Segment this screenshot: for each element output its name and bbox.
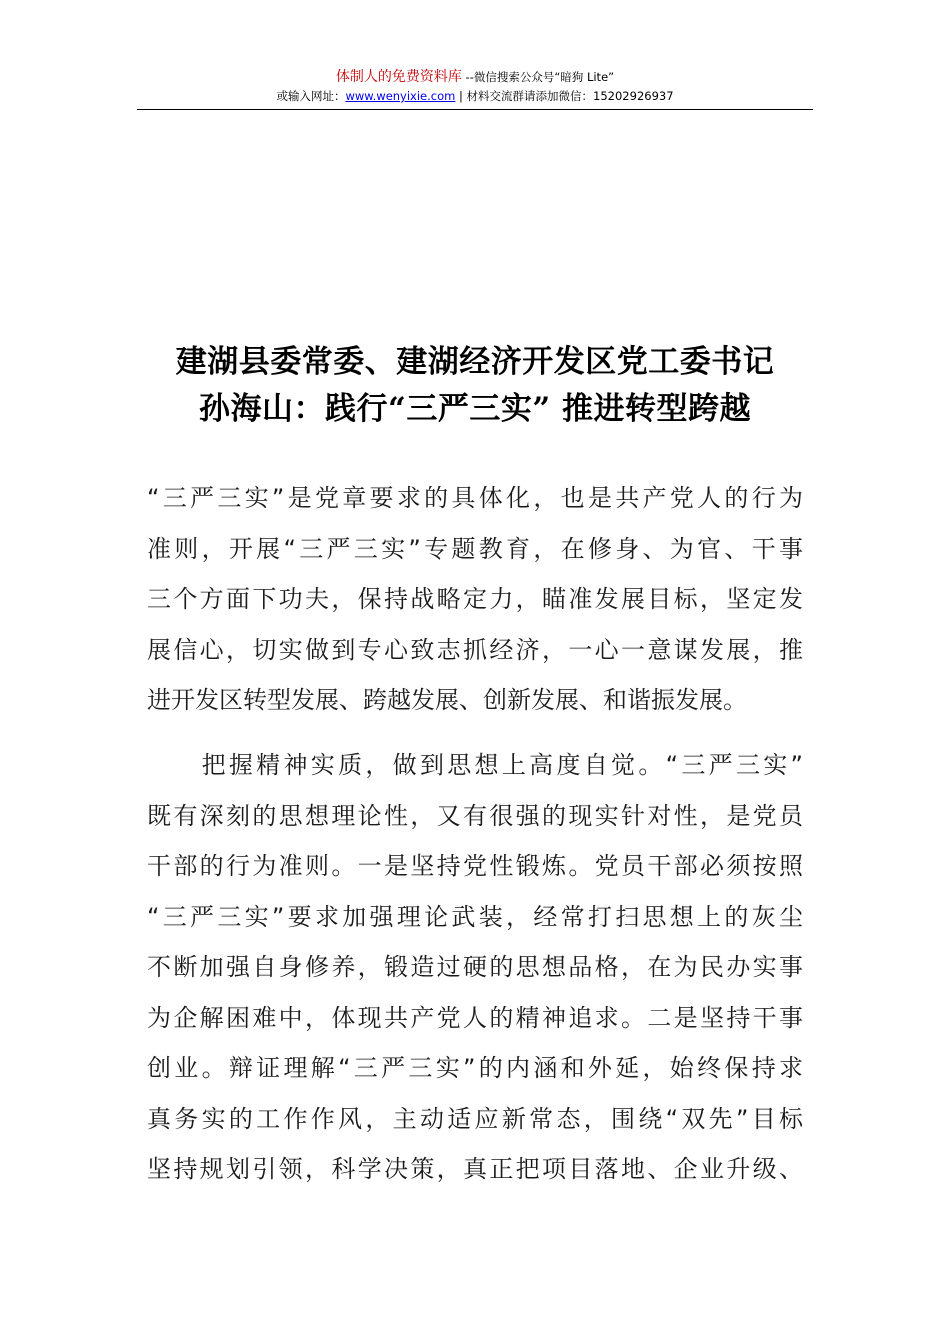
paragraph-line: 不断加强自身修养，锻造过硬的思想品格，在为民办实事: [147, 953, 803, 981]
paragraph-intro: [147, 473, 803, 726]
paragraph-line: “三严三实”是党章要求的具体化，也是共产党人的行为: [147, 484, 803, 512]
paragraph-line: 为企解困难中，体现共产党人的精神追求。二是坚持干事: [147, 1003, 803, 1032]
header-banner: [137, 68, 813, 87]
header-contact-line: [137, 87, 813, 106]
paragraph-line: 进开发区转型发展、跨越发展、创新发展、和谐振发展。: [147, 686, 747, 714]
title-line-1: 建湖县委常委、建湖经济开发区党工委书记: [175, 343, 775, 380]
paragraph-line: 三个方面下功夫，保持战略定力，瞄准发展目标，坚定发: [147, 585, 803, 613]
paragraph-line: 干部的行为准则。一是坚持党性锻炼。党员干部必须按照: [147, 852, 803, 880]
paragraph-line: 准则，开展“三严三实”专题教育，在修身、为官、干事: [147, 534, 803, 563]
paragraph-line: 真务实的工作作风，主动适应新常态，围绕“双先”目标: [147, 1104, 803, 1133]
header-divider: [137, 109, 813, 110]
page-header: [137, 68, 813, 106]
document-title: [100, 339, 850, 433]
title-line-2: 孙海山：践行“三严三实” 推进转型跨越: [199, 390, 751, 427]
paragraph-body: [147, 740, 803, 1195]
header-url-prefix: 或输入网址：: [276, 89, 346, 103]
header-wechat-hint: --微信搜索公众号“暗狗 Lite”: [461, 70, 615, 84]
header-website-link[interactable]: www.wenyixie.com: [345, 89, 456, 103]
paragraph-line: “三严三实”要求加强理论武装，经常打扫思想上的灰尘: [147, 902, 803, 931]
paragraph-line: 坚持规划引领，科学决策，真正把项目落地、企业升级、: [147, 1155, 803, 1183]
paragraph-line: 展信心，切实做到专心致志抓经济，一心一意谋发展，推: [147, 635, 803, 664]
header-contact: | 材料交流群请添加微信：15202926937: [455, 89, 674, 103]
header-brand: 体制人的免费资料库: [335, 69, 462, 85]
paragraph-line: 把握精神实质，做到思想上高度自觉。“三严三实”: [147, 751, 803, 779]
paragraph-line: 创业。辩证理解“三严三实”的内涵和外延，始终保持求: [147, 1054, 803, 1082]
paragraph-line: 既有深刻的思想理论性，又有很强的现实针对性，是党员: [147, 801, 803, 830]
